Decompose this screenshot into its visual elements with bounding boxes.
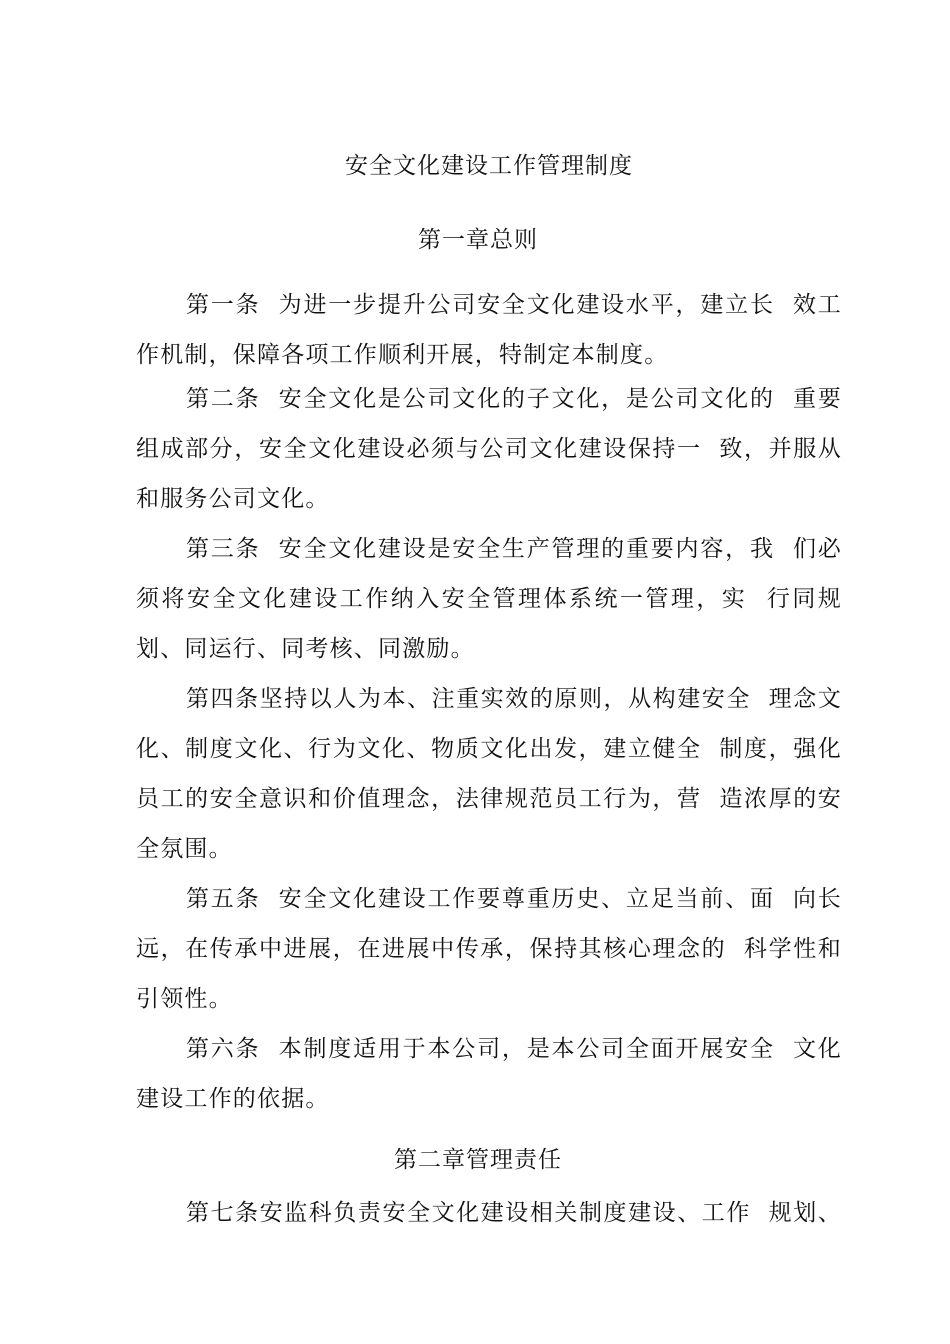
article-2 bbox=[136, 374, 842, 524]
article-line: 全氛围。 bbox=[136, 836, 233, 862]
article-line: 和服务公司文化。 bbox=[136, 486, 330, 512]
article-5 bbox=[136, 874, 842, 1024]
article-line: 引领性。 bbox=[136, 986, 233, 1012]
article-7 bbox=[136, 1188, 842, 1238]
document-title: 安全文化建设工作管理制度 bbox=[345, 153, 633, 179]
article-line: 第二条 安全文化是公司文化的子文化，是公司文化的 重要 bbox=[186, 386, 842, 412]
article-line: 建设工作的依据。 bbox=[136, 1086, 330, 1112]
article-4 bbox=[136, 674, 842, 874]
article-line: 第三条 安全文化建设是安全生产管理的重要内容，我 们必 bbox=[186, 536, 842, 562]
article-line: 划、同运行、同考核、同激励。 bbox=[136, 636, 475, 662]
article-line: 须将安全文化建设工作纳入安全管理体系统一管理，实 行同规 bbox=[136, 586, 842, 612]
chapter-heading-1: 第一章总则 bbox=[418, 227, 538, 253]
article-line: 员工的安全意识和价值理念，法律规范员工行为，营 造浓厚的安 bbox=[136, 786, 842, 812]
article-1 bbox=[136, 280, 842, 380]
article-line: 组成部分，安全文化建设必须与公司文化建设保持一 致，并服从 bbox=[136, 436, 842, 462]
article-line: 第四条坚持以人为本、注重实效的原则，从构建安全 理念文 bbox=[186, 686, 842, 712]
chapter-heading-2: 第二章管理责任 bbox=[394, 1147, 562, 1173]
article-3 bbox=[136, 524, 842, 674]
article-6 bbox=[136, 1024, 842, 1124]
article-line: 第七条安监科负责安全文化建设相关制度建设、工作 规划、 bbox=[186, 1200, 842, 1226]
article-line: 远，在传承中进展，在进展中传承，保持其核心理念的 科学性和 bbox=[136, 936, 842, 962]
article-line: 作机制，保障各项工作顺利开展，特制定本制度。 bbox=[136, 342, 669, 368]
article-line: 第五条 安全文化建设工作要尊重历史、立足当前、面 向长 bbox=[186, 886, 842, 912]
article-line: 第一条 为进一步提升公司安全文化建设水平，建立长 效工 bbox=[186, 292, 842, 318]
article-line: 化、制度文化、行为文化、物质文化出发，建立健全 制度，强化 bbox=[136, 736, 842, 762]
article-line: 第六条 本制度适用于本公司，是本公司全面开展安全 文化 bbox=[186, 1036, 842, 1062]
